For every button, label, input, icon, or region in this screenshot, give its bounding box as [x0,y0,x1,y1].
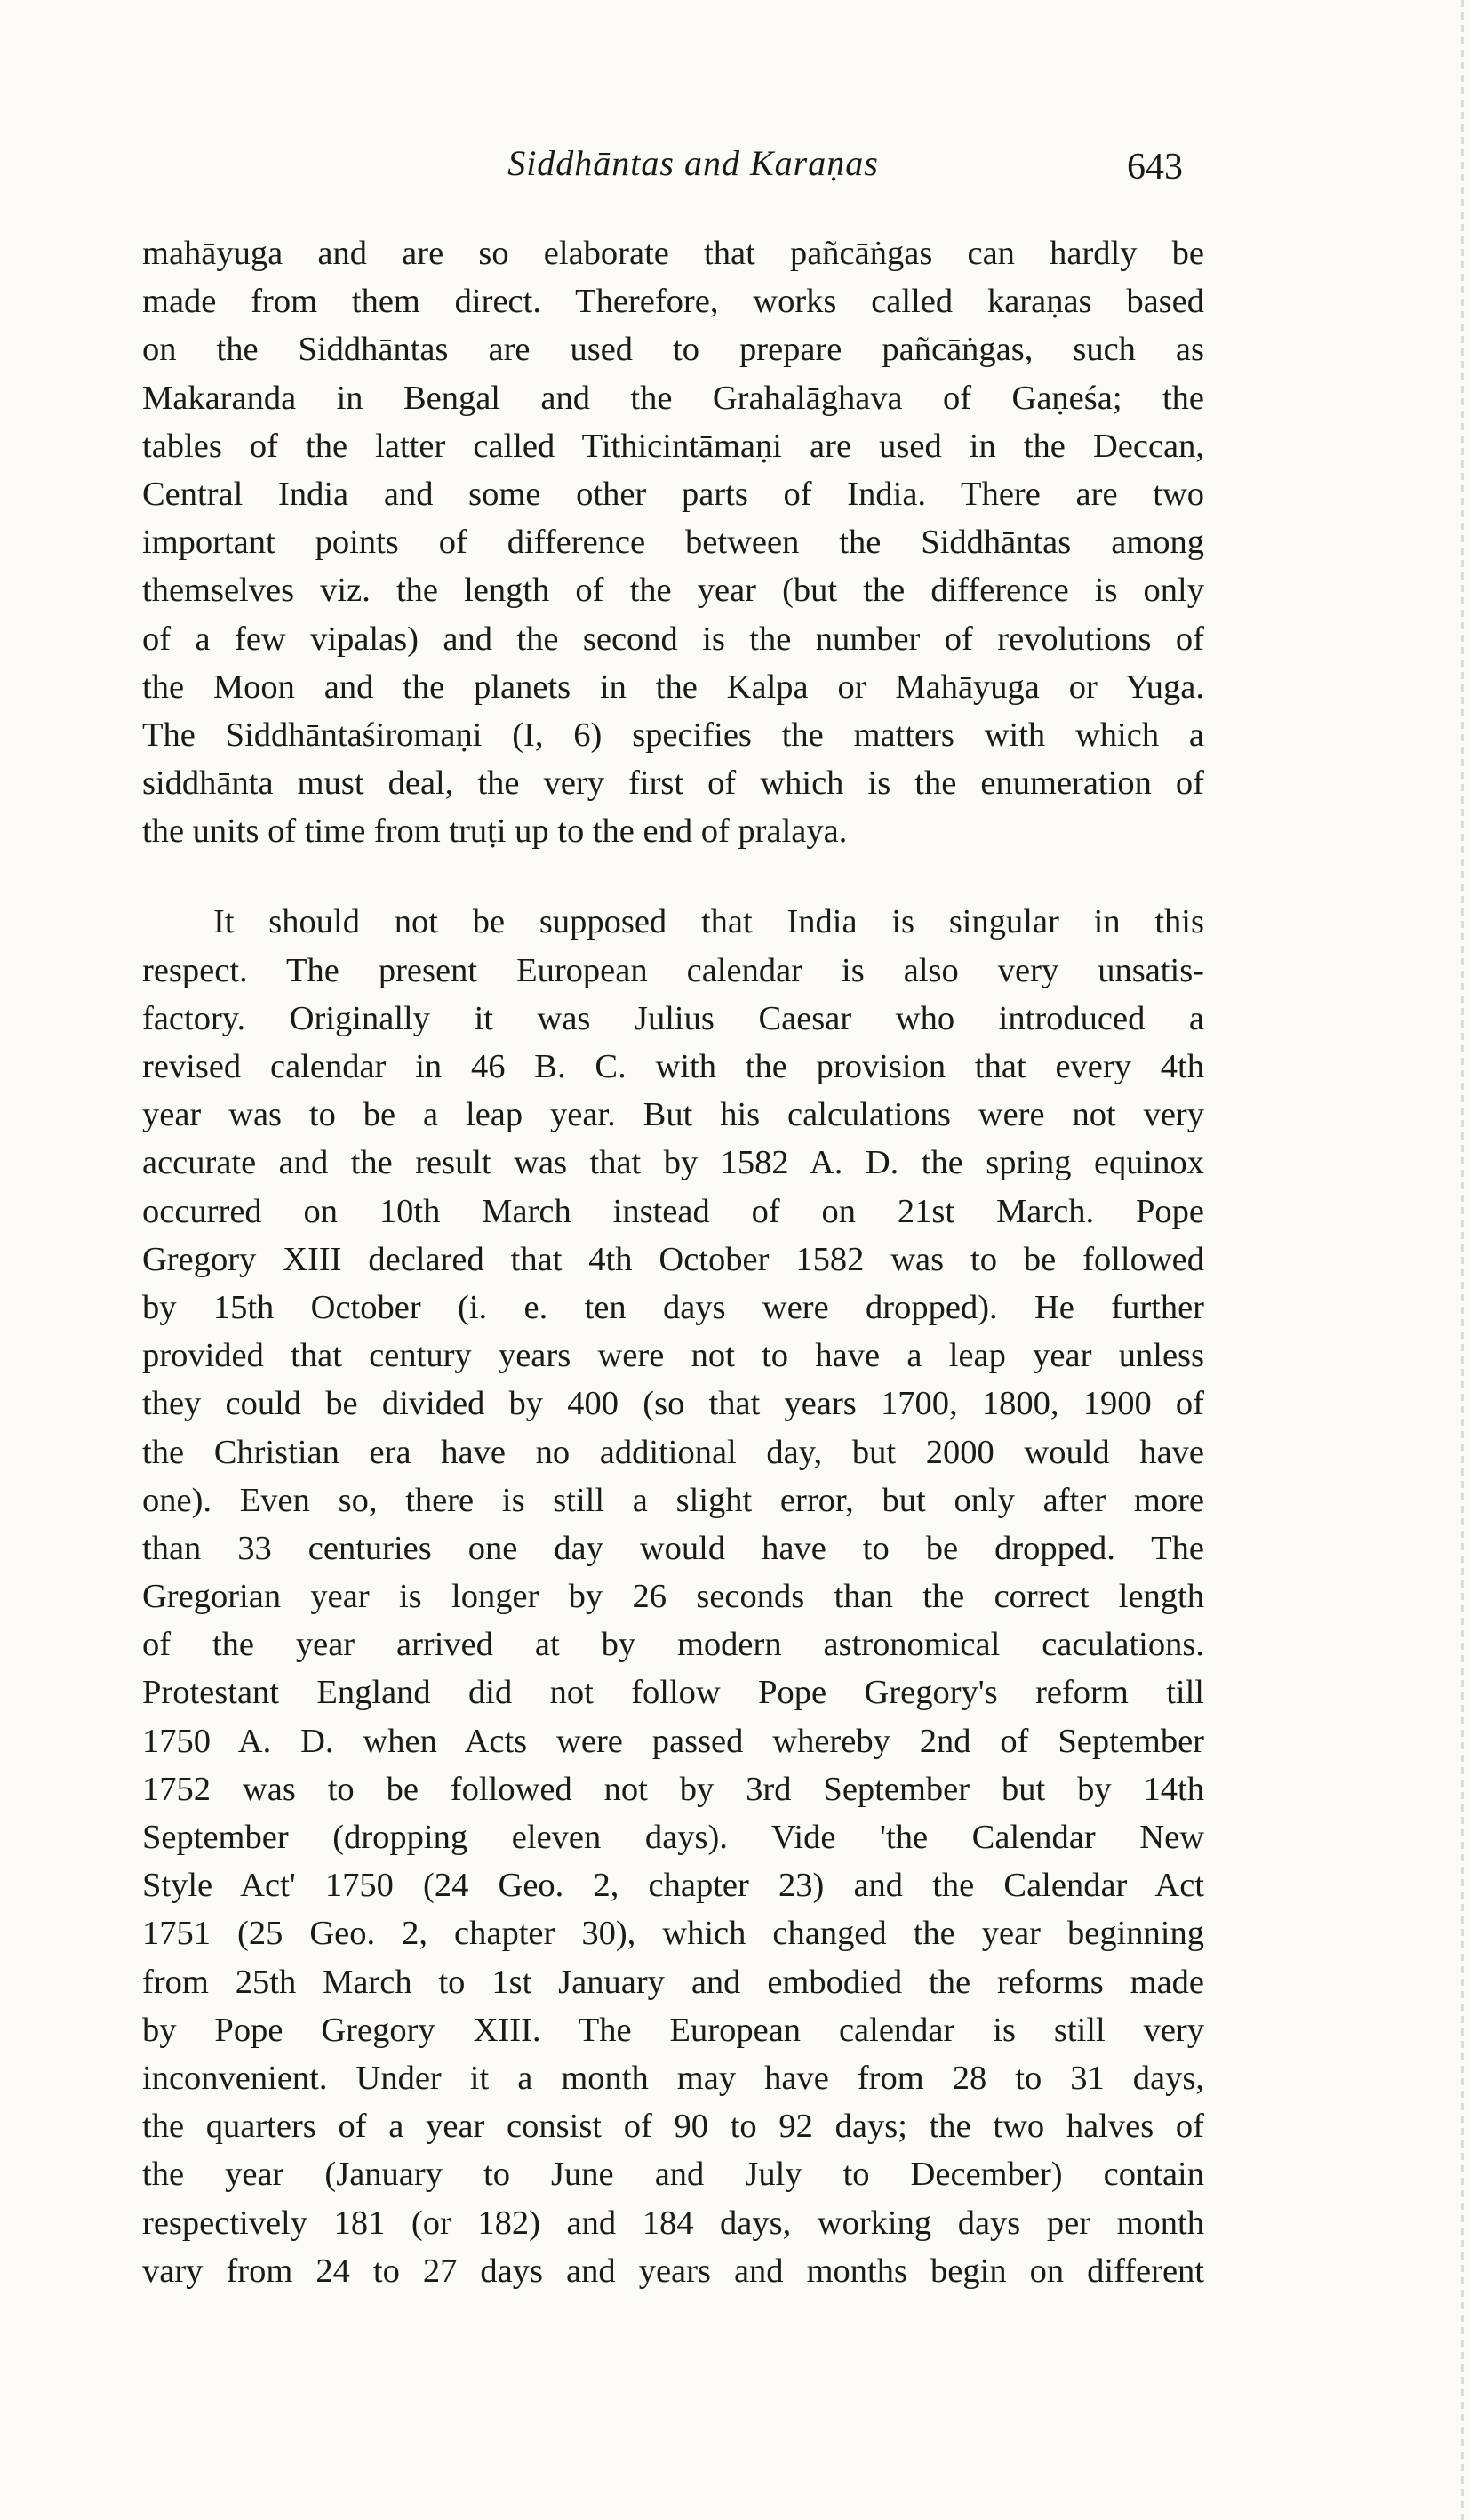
text-line: the Moon and the planets in the Kalpa or Mahāyuga or Yuga. [142,668,1204,706]
text-line: one). Even so, there is still a slight error, but only after more [142,1481,1204,1519]
text-line: year was to be a leap year. But his calculations were not very [142,1096,1204,1134]
text-line: occurred on 10th March instead of on 21st March. Pope [142,1192,1204,1230]
text-line: 1750 A. D. when Acts were passed whereby 2nd of September [142,1722,1204,1760]
text-line: Gregory XIII declared that 4th October 1582 was to be followed [142,1240,1204,1278]
text-line: of the year arrived at by modern astronomical caculations. [142,1626,1204,1664]
text-line: respect. The present European calendar is also very unsatis- [142,951,1204,989]
text-line: Protestant England did not follow Pope Gregory's reform till [142,1674,1204,1712]
text-line: by Pope Gregory XIII. The European calendar is still very [142,2011,1204,2049]
running-title: Siddhāntas and Karaṇas [507,143,879,183]
text-line: from 25th March to 1st January and embodied the reforms made [142,1963,1204,2001]
text-line: siddhānta must deal, the very first of which is the enumeration of [142,764,1204,803]
text-line: Central India and some other parts of India. There are two [142,475,1204,513]
text-line: revised calendar in 46 B. C. with the provision that every 4th [142,1048,1204,1085]
text-line: 1752 was to be followed not by 3rd September but by 14th [142,1770,1204,1808]
text-line: the year (January to June and July to December) contain [142,2156,1204,2194]
text-line: the Christian era have no additional day, but 2000 would have [142,1433,1204,1471]
text-line: September (dropping eleven days). Vide 'the Calendar New [142,1819,1204,1856]
page-header [0,142,1469,204]
text-line: than 33 centuries one day would have to be dropped. The [142,1529,1204,1567]
body-text [142,229,1204,2295]
text-line: mahāyuga and are so elaborate that pañcāṅgas can hardly be [142,235,1204,272]
text-line: important points of difference between the Siddhāntas among [142,524,1204,562]
text-line: respectively 181 (or 182) and 184 days, working days per month [142,2204,1204,2242]
text-line: factory. Originally it was Julius Caesar who introduced a [142,999,1204,1037]
text-line: themselves viz. the length of the year (but the difference is only [142,572,1204,610]
text-line: Style Act' 1750 (24 Geo. 2, chapter 23) and the Calendar Act [142,1867,1204,1905]
text-line: the units of time from truṭi up to the end of pralaya. [142,812,848,851]
text-line: vary from 24 to 27 days and years and months begin on different [142,2252,1204,2290]
text-line: tables of the latter called Tithicintāmaṇi are used in the Deccan, [142,427,1204,465]
text-line: 1751 (25 Geo. 2, chapter 30), which changed the year beginning [142,1915,1204,1953]
text-line: of a few vipalas) and the second is the number of revolutions of [142,620,1204,658]
page-number: 643 [1127,147,1183,188]
paragraph-gap [142,855,1204,898]
text-line: Makaranda in Bengal and the Grahalāghava of Gaṇeśa; the [142,379,1204,417]
paragraph-2 [142,898,1204,2294]
paragraph-1 [142,229,1204,855]
text-line: by 15th October (i. e. ten days were dropped). He further [142,1288,1204,1326]
text-line: they could be divided by 400 (so that years 1700, 1800, 1900 of [142,1385,1204,1423]
text-line: provided that century years were not to have a leap year unless [142,1337,1204,1375]
text-line: on the Siddhāntas are used to prepare pañcāṅgas, such as [142,331,1204,369]
text-line: accurate and the result was that by 1582 A. D. the spring equinox [142,1144,1204,1182]
text-line: the quarters of a year consist of 90 to 92 days; the two halves of [142,2108,1204,2146]
text-line: Gregorian year is longer by 26 seconds than the correct length [142,1578,1204,1616]
text-line: made from them direct. Therefore, works called karaṇas based [142,283,1204,321]
page-edge-divider [1461,0,1464,2520]
text-line: The Siddhāntaśiromaṇi (I, 6) specifies the matters with which a [142,716,1204,754]
text-line: It should not be supposed that India is singular in this [213,903,1204,941]
text-line: inconvenient. Under it a month may have from 28 to 31 days, [142,2059,1204,2097]
